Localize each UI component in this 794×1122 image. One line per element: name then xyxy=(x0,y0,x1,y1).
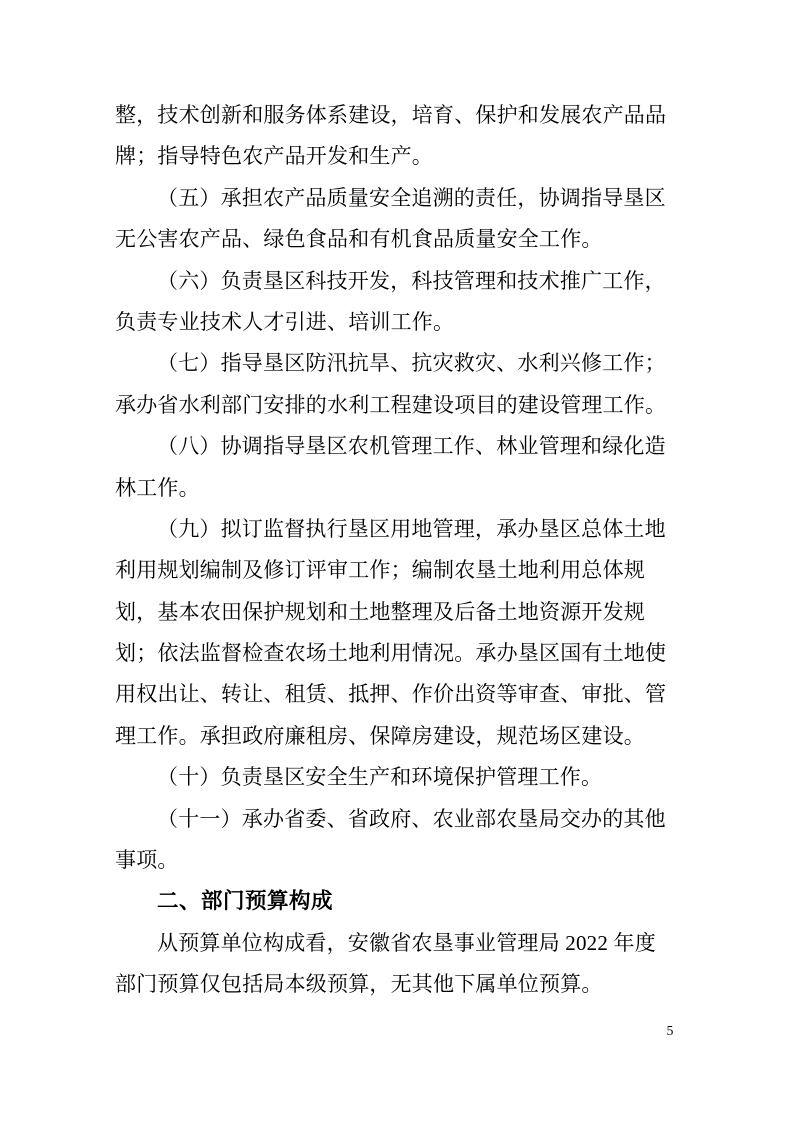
text-line: 划，基本农田保护规划和土地整理及后备土地资源开发规 xyxy=(115,599,645,624)
text-line: 利用规划编制及修订评审工作；编制农垦土地利用总体规 xyxy=(115,558,645,583)
text-line: 从预算单位构成看，安徽省农垦事业管理局 2022 年度 xyxy=(157,930,656,955)
paragraph xyxy=(115,799,725,882)
text-line: （九）拟订监督执行垦区用地管理，承办垦区总体土地 xyxy=(157,516,666,541)
text-line: 事项。 xyxy=(115,848,179,873)
section-heading: 二、部门预算构成 xyxy=(157,889,334,914)
paragraph xyxy=(115,343,725,426)
text-line: 用权出让、转让、租赁、抵押、作价出资等审查、审批、管 xyxy=(115,682,667,707)
text-line: 牌；指导特色农产品开发和生产。 xyxy=(115,144,433,169)
text-line: （六）负责垦区科技开发，科技管理和技术推广工作， xyxy=(157,268,666,293)
text-line: 无公害农产品、绿色食品和有机食品质量安全工作。 xyxy=(115,227,603,252)
text-line: （五）承担农产品质量安全追溯的责任，协调指导垦区 xyxy=(157,185,666,210)
paragraph xyxy=(115,261,725,344)
text-line: （七）指导垦区防汛抗旱、抗灾救灾、水利兴修工作； xyxy=(157,351,666,376)
text-line: 林工作。 xyxy=(115,475,200,500)
text-line: 划；依法监督检查农场土地利用情况。承办垦区国有土地使 xyxy=(115,641,667,666)
text-line: （十）负责垦区安全生产和环境保护管理工作。 xyxy=(157,765,603,790)
text-line: 部门预算仅包括局本级预算，无其他下属单位预算。 xyxy=(115,972,603,997)
section-heading-block xyxy=(115,881,725,922)
text-line: 理工作。承担政府廉租房、保障房建设，规范场区建设。 xyxy=(115,723,645,748)
paragraph xyxy=(115,178,725,261)
text-line: 负责专业技术人才引进、培训工作。 xyxy=(115,309,455,334)
paragraph xyxy=(115,95,725,178)
document-body xyxy=(115,95,725,1006)
paragraph xyxy=(115,509,725,757)
paragraph xyxy=(115,757,725,798)
page-number: 5 xyxy=(666,1023,674,1038)
text-line: （八）协调指导垦区农机管理工作、林业管理和绿化造 xyxy=(157,434,666,459)
text-line: 承办省水利部门安排的水利工程建设项目的建设管理工作。 xyxy=(115,392,667,417)
paragraph xyxy=(115,923,725,1006)
text-line: 整，技术创新和服务体系建设，培育、保护和发展农产品品 xyxy=(115,103,667,127)
paragraph xyxy=(115,426,725,509)
text-line: （十一）承办省委、省政府、农业部农垦局交办的其他 xyxy=(157,806,666,831)
